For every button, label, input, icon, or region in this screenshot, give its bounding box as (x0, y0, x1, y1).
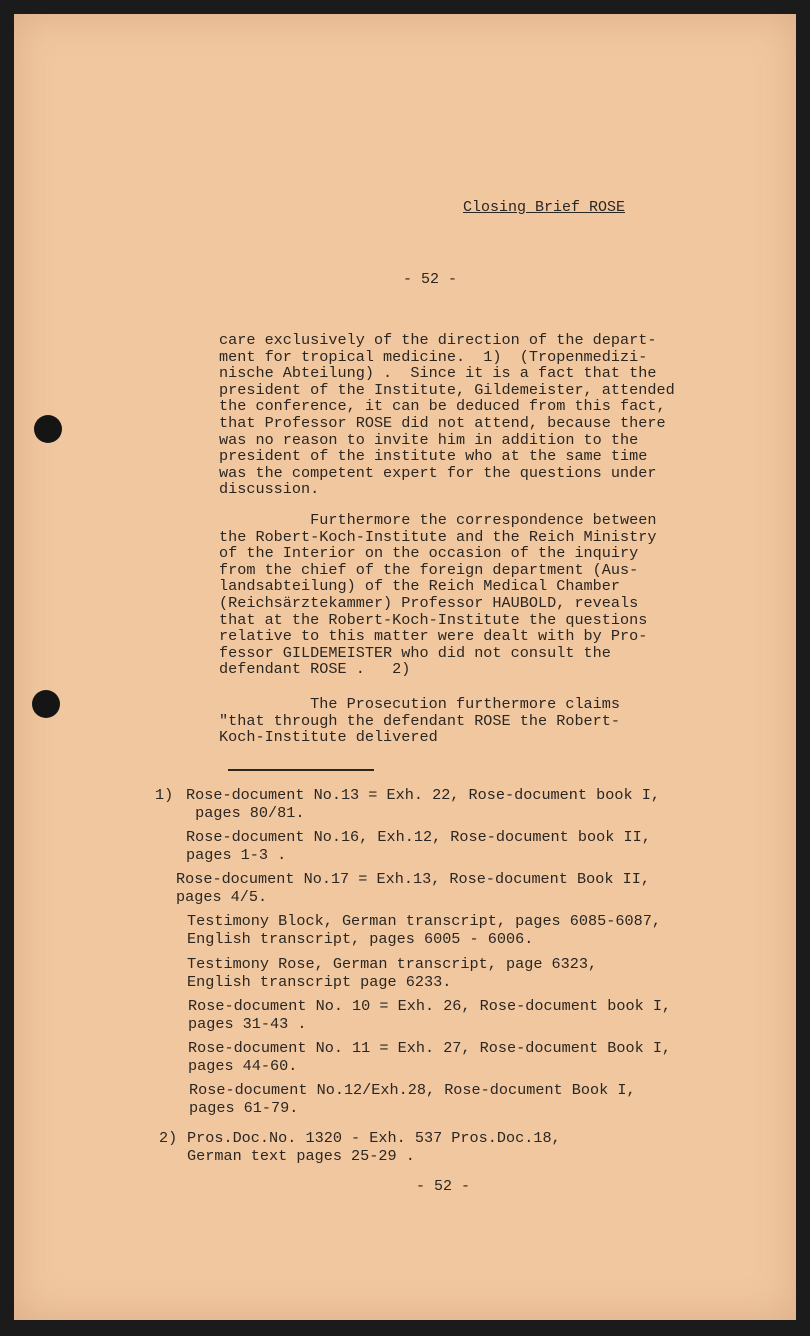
footnote-1-entry: Rose-document No.13 = Exh. 22, Rose-document book I, pages 80/81. (186, 786, 660, 822)
document-page (14, 14, 796, 1320)
text-line: that Professor ROSE did not attend, because there (219, 413, 666, 432)
page-number-bottom: - 52 - (416, 1178, 471, 1195)
footnote-2-marker: 2) (159, 1129, 178, 1147)
punch-hole-top (34, 415, 62, 443)
text-line: president of the Institute, Gildemeister, attended (219, 380, 675, 399)
text-line: The Prosecution furthermore claims (219, 695, 621, 713)
paragraph-2 (219, 512, 739, 678)
text-line: president of the institute who at the same time (219, 447, 648, 466)
text-line: "that through the defendant ROSE the Robert- (219, 711, 621, 730)
text-line: that at the Robert-Koch-Institute the questions (219, 610, 648, 629)
text-line: ment for tropical medicine. 1) (Tropenmedizi- (219, 347, 648, 366)
text-line: nische Abteilung) . Since it is a fact that the (219, 364, 657, 383)
footnote-1-marker: 1) (155, 786, 174, 804)
punch-hole-bottom (32, 690, 60, 718)
text-line: relative to this matter were dealt with by Pro- (219, 627, 648, 646)
footnote-1-entry: Rose-document No. 11 = Exh. 27, Rose-document Book I, pages 44-60. (188, 1039, 672, 1075)
text-line: of the Interior on the occasion of the inquiry (219, 544, 639, 563)
footnote-1-entry: Rose-document No.17 = Exh.13, Rose-document Book II, pages 4/5. (176, 870, 650, 906)
footnote-1-entry: Rose-document No. 10 = Exh. 26, Rose-document book I, pages 31-43 . (188, 997, 672, 1033)
text-line: care exclusively of the direction of the depart- (219, 331, 657, 349)
text-line: fessor GILDEMEISTER who did not consult the (219, 643, 611, 662)
footnote-1-entry: Rose-document No.12/Exh.28, Rose-document Book I, pages 61-79. (189, 1081, 636, 1117)
text-line: Furthermore the correspondence between (219, 511, 657, 529)
footnote-1-entry: Rose-document No.16, Exh.12, Rose-document book II, pages 1-3 . (186, 828, 651, 864)
text-line: from the chief of the foreign department (Aus- (219, 560, 639, 579)
text-line: the conference, it can be deduced from this fact, (219, 397, 666, 416)
text-line: was the competent expert for the questions under (219, 463, 657, 482)
footnote-separator (228, 769, 374, 771)
text-line: (Reichsärztekammer) Professor HAUBOLD, reveals (219, 593, 639, 612)
text-line: was no reason to invite him in addition to the (219, 430, 639, 449)
text-line: the Robert-Koch-Institute and the Reich Ministry (219, 527, 657, 546)
text-line: defendant ROSE . 2) (219, 660, 411, 679)
text-line: discussion. (219, 480, 320, 499)
footnote-2-entry: Pros.Doc.No. 1320 - Exh. 537 Pros.Doc.18, German text pages 25-29 . (187, 1129, 561, 1165)
text-line: Koch-Institute delivered (219, 728, 438, 747)
document-heading: Closing Brief ROSE (463, 199, 626, 216)
footnote-1-entry: Testimony Block, German transcript, pages 6085-6087, English transcript, pages 6005 - 6006. (187, 912, 661, 948)
paragraph-1 (219, 332, 739, 498)
paragraph-3 (219, 696, 739, 746)
text-line: landsabteilung) of the Reich Medical Chamber (219, 577, 621, 596)
page-number-top: - 52 - (403, 271, 458, 288)
footnote-1-entry: Testimony Rose, German transcript, page 6323, English transcript page 6233. (187, 955, 598, 991)
